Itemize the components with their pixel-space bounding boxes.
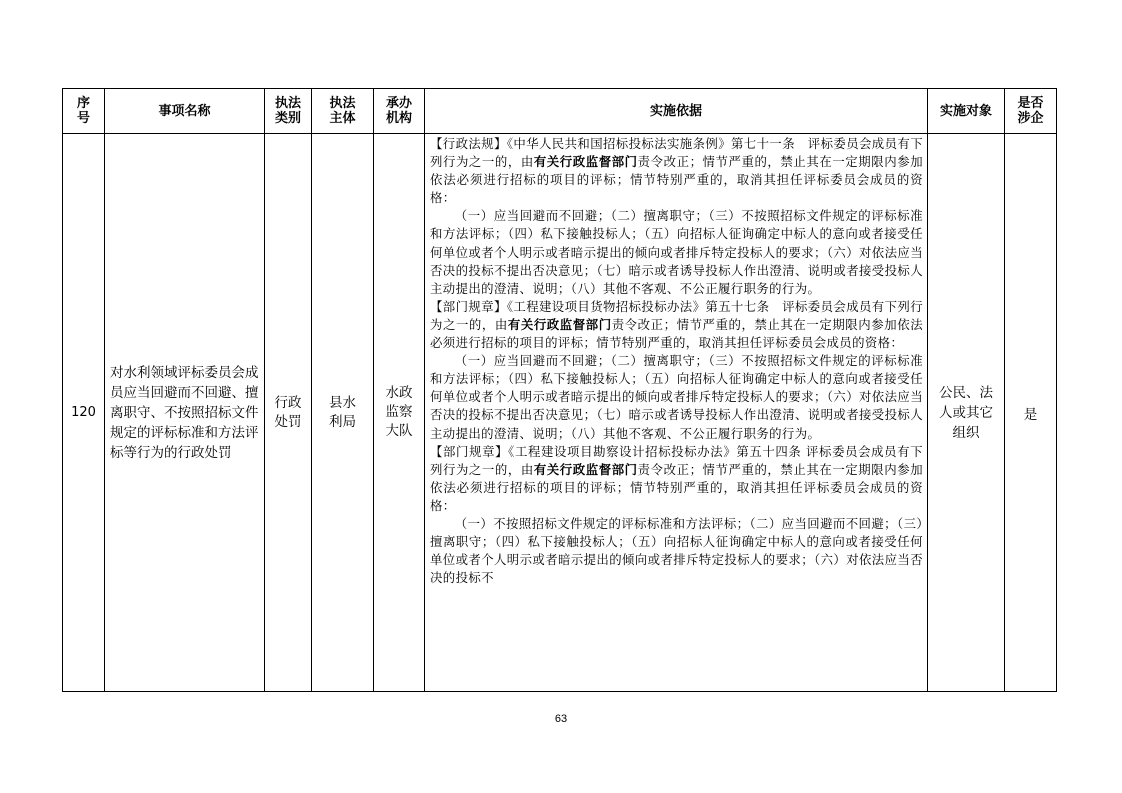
header-enforcement-body: 执法主体: [312, 89, 374, 134]
enforcement-table: [62, 88, 1057, 692]
header-enforcement-type: 执法类别: [265, 89, 312, 134]
cell-basis: [425, 134, 928, 692]
cell-enforcement-body: 县水利局: [312, 134, 374, 692]
header-target: 实施对象: [928, 89, 1005, 134]
basis-sub-items: （一）应当回避而不回避；（二）擅离职守；（三）不按照招标文件规定的评标标准和方法评标；（四）私下接触投标人；（五）向招标人征询确定中标人的意向或者接受任何单位或者个人明示或者暗示提出的倾向或者排斥特定投标人的要求；（六）对依法应当否决的投标不提出否决意见；（七）暗示或者诱导投标人作出澄清、说明或者接受投标人主动提出的澄清、说明；（八）其他不客观、不公正履行职务的行为。: [430, 208, 923, 296]
cell-seq: 120: [63, 134, 105, 692]
header-undertaking-agency: 承办机构: [374, 89, 425, 134]
cell-item-name: 对水利领域评标委员会成员应当回避而不回避、擅离职守、不按照招标文件规定的评标标准和方法评标等行为的行政处罚: [105, 134, 265, 692]
basis-paragraph: 【行政法规】《中华人民共和国招标投标法实施条例》第七十一条 评标委员会成员有下列行为之一的，由有关行政监督部门责令改正；情节严重的，禁止其在一定期限内参加依法必须进行招标的项目的评标；情节特别严重的，取消其担任评标委员会成员的资格：: [430, 136, 923, 206]
basis-paragraph: 【部门规章】《工程建设项目货物招标投标办法》第五十七条 评标委员会成员有下列行为之一的，由有关行政监督部门责令改正；情节严重的，禁止其在一定期限内参加依法必须进行招标的项目的评标；情节特别严重的，取消其担任评标委员会成员的资格：: [430, 298, 923, 351]
cell-enforcement-type: 行政处罚: [265, 134, 312, 692]
page-number: 63: [554, 713, 568, 725]
table-row: [63, 134, 1057, 692]
basis-paragraph: 【部门规章】《工程建设项目勘察设计招标投标办法》第五十四条 评标委员会成员有下列行为之一的，由有关行政监督部门责令改正；情节严重的，禁止其在一定期限内参加依法必须进行招标的项目的评标；情节特别严重的，取消其担任评标委员会成员的资格：: [430, 443, 923, 513]
cell-undertaking-agency: 水政监察大队: [374, 134, 425, 692]
header-row: [63, 89, 1057, 134]
cell-target: 公民、法人或其它组织: [928, 134, 1005, 692]
header-seq: 序号: [63, 89, 105, 134]
header-item-name: 事项名称: [105, 89, 265, 134]
basis-sub-items: （一）不按照招标文件规定的评标标准和方法评标；（二）应当回避而不回避；（三）擅离职守；（四）私下接触投标人；（五）向招标人征询确定中标人的意向或者接受任何单位或者个人明示或者暗示提出的倾向或者排斥特定投标人的要求；（六）对依法应当否决的投标不: [430, 515, 923, 586]
header-basis: 实施依据: [425, 89, 928, 134]
cell-involves-enterprise: 是: [1005, 134, 1057, 692]
header-involves-enterprise: 是否涉企: [1005, 89, 1057, 134]
basis-sub-items: （一）应当回避而不回避；（二）擅离职守；（三）不按照招标文件规定的评标标准和方法评标；（四）私下接触投标人；（五）向招标人征询确定中标人的意向或者接受任何单位或者个人明示或者暗示提出的倾向或者排斥特定投标人的要求；（六）对依法应当否决的投标不提出否决意见；（七）暗示或者诱导投标人作出澄清、说明或者接受投标人主动提出的澄清、说明；（八）其他不客观、不公正履行职务的行为。: [430, 353, 923, 441]
